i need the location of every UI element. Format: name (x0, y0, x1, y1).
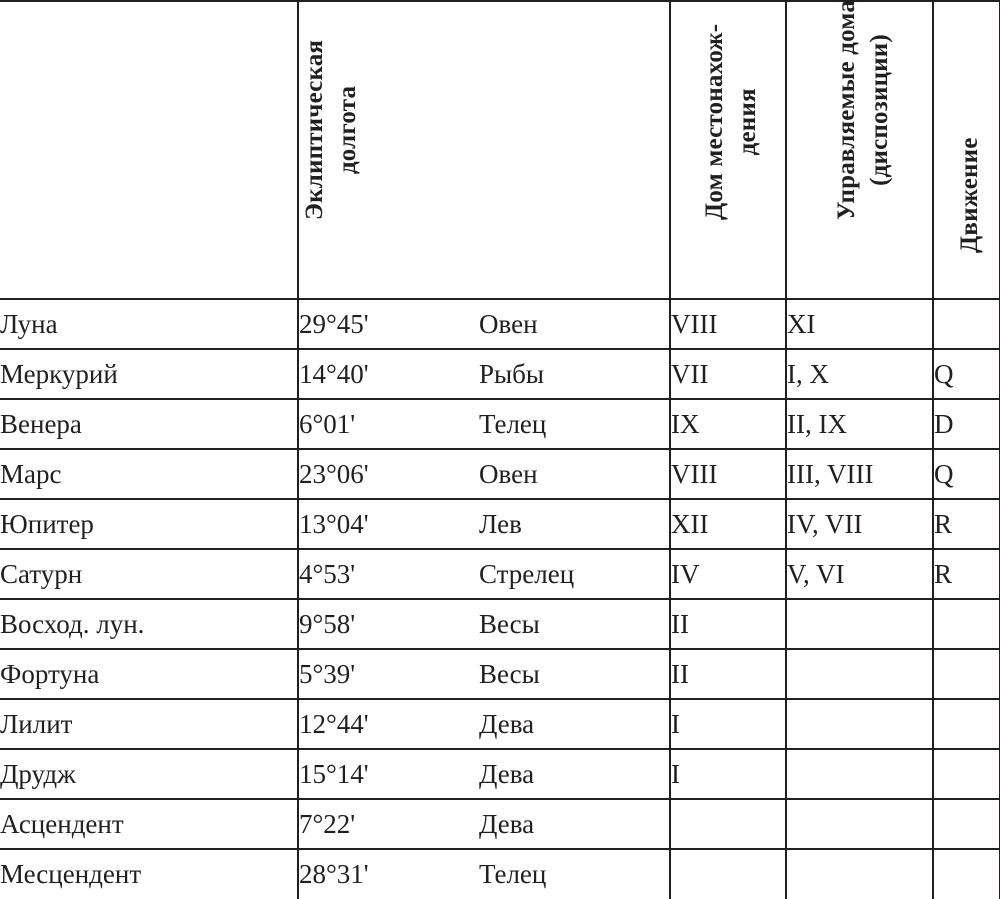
header-motion (933, 1, 1000, 299)
motion-cell (933, 799, 1000, 849)
house-location-cell: II (670, 649, 786, 699)
zodiac-sign: Рыбы (479, 358, 545, 389)
ruled-houses-cell (786, 799, 933, 849)
planet-name: Друдж (0, 749, 298, 799)
header-row (0, 1, 1000, 299)
table-row (0, 699, 1000, 749)
degree-value: 9°58' (299, 608, 356, 639)
planet-name: Лилит (0, 699, 298, 749)
header-ruled-line2: (диспозиции) (865, 34, 893, 186)
ruled-houses-cell: I, X (786, 349, 933, 399)
house-location-cell: I (670, 699, 786, 749)
motion-cell (933, 749, 1000, 799)
ruled-houses-cell: V, VI (786, 549, 933, 599)
zodiac-sign: Дева (479, 708, 535, 739)
ecliptic-longitude-cell (298, 849, 670, 899)
ruled-houses-cell: III, VIII (786, 449, 933, 499)
degree-value: 28°31' (299, 859, 369, 889)
house-location-cell: II (670, 599, 786, 649)
motion-cell (933, 599, 1000, 649)
motion-cell: D (933, 399, 1000, 449)
house-location-cell (670, 849, 786, 899)
motion-cell: Q (933, 349, 1000, 399)
planet-name: Венера (0, 399, 298, 449)
table-row (0, 799, 1000, 849)
header-motion-label: Движение (955, 137, 983, 253)
zodiac-sign: Лев (479, 508, 522, 539)
ecliptic-longitude-cell (298, 649, 670, 699)
table-row (0, 599, 1000, 649)
table-row (0, 449, 1000, 499)
ruled-houses-cell: IV, VII (786, 499, 933, 549)
ecliptic-longitude-cell (298, 349, 670, 399)
zodiac-sign: Весы (479, 608, 540, 639)
planet-name: Марс (0, 449, 298, 499)
ruled-houses-cell (786, 599, 933, 649)
house-location-cell: IX (670, 399, 786, 449)
house-location-cell: VIII (670, 299, 786, 349)
house-location-cell: I (670, 749, 786, 799)
ecliptic-longitude-cell (298, 499, 670, 549)
zodiac-sign: Весы (479, 658, 540, 689)
planet-name: Меркурий (0, 349, 298, 399)
zodiac-sign: Стрелец (479, 558, 575, 589)
header-ecliptic-longitude (298, 1, 670, 299)
motion-cell: R (933, 549, 1000, 599)
header-house-location (670, 1, 786, 299)
motion-cell: Q (933, 449, 1000, 499)
degree-value: 13°04' (299, 508, 369, 539)
house-location-cell: XII (670, 499, 786, 549)
table-row (0, 749, 1000, 799)
house-location-cell: VIII (670, 449, 786, 499)
zodiac-sign: Телец (479, 408, 547, 439)
house-location-cell: VII (670, 349, 786, 399)
table-body (0, 299, 1000, 899)
header-longitude-line1: Эклиптическая (301, 39, 328, 220)
table-row (0, 549, 1000, 599)
degree-value: 6°01' (299, 408, 356, 439)
table-row (0, 649, 1000, 699)
header-name (0, 1, 298, 299)
house-location-cell (670, 799, 786, 849)
header-house-line2: дения (734, 88, 761, 156)
table-row (0, 349, 1000, 399)
header-longitude-line2: долгота (334, 85, 361, 175)
planet-name: Асцендент (0, 799, 298, 849)
table-row (0, 399, 1000, 449)
header-ruled-line1: Управляемые дома (832, 0, 860, 220)
degree-value: 15°14' (299, 758, 369, 789)
ecliptic-longitude-cell (298, 399, 670, 449)
planet-name: Восход. лун. (0, 599, 298, 649)
ruled-houses-cell: II, IX (786, 399, 933, 449)
table-row (0, 299, 1000, 349)
degree-value: 7°22' (299, 808, 356, 839)
ruled-houses-cell (786, 699, 933, 749)
zodiac-sign: Телец (479, 859, 547, 889)
ecliptic-longitude-cell (298, 299, 670, 349)
header-house-line1: Дом местонахож- (701, 23, 728, 220)
zodiac-sign: Овен (479, 458, 538, 489)
motion-cell (933, 649, 1000, 699)
planet-name: Фортуна (0, 649, 298, 699)
ecliptic-longitude-cell (298, 599, 670, 649)
degree-value: 29°45' (299, 308, 369, 339)
table-row (0, 849, 1000, 899)
degree-value: 23°06' (299, 458, 369, 489)
ecliptic-longitude-cell (298, 699, 670, 749)
planet-name: Месцендент (0, 849, 298, 899)
ecliptic-longitude-cell (298, 749, 670, 799)
motion-cell: R (933, 499, 1000, 549)
planet-name: Юпитер (0, 499, 298, 549)
motion-cell (933, 299, 1000, 349)
ruled-houses-cell (786, 849, 933, 899)
degree-value: 4°53' (299, 558, 356, 589)
degree-value: 14°40' (299, 358, 369, 389)
ecliptic-longitude-cell (298, 799, 670, 849)
zodiac-sign: Дева (479, 808, 535, 839)
degree-value: 5°39' (299, 658, 356, 689)
planet-name: Луна (0, 299, 298, 349)
ruled-houses-cell (786, 649, 933, 699)
table-row (0, 499, 1000, 549)
motion-cell (933, 699, 1000, 749)
degree-value: 12°44' (299, 708, 369, 739)
ruled-houses-cell: XI (786, 299, 933, 349)
zodiac-sign: Овен (479, 308, 538, 339)
ecliptic-longitude-cell (298, 549, 670, 599)
ecliptic-longitude-cell (298, 449, 670, 499)
ruled-houses-cell (786, 749, 933, 799)
house-location-cell: IV (670, 549, 786, 599)
motion-cell (933, 849, 1000, 899)
planet-name: Сатурн (0, 549, 298, 599)
zodiac-sign: Дева (479, 758, 535, 789)
header-ruled-houses (786, 1, 933, 299)
